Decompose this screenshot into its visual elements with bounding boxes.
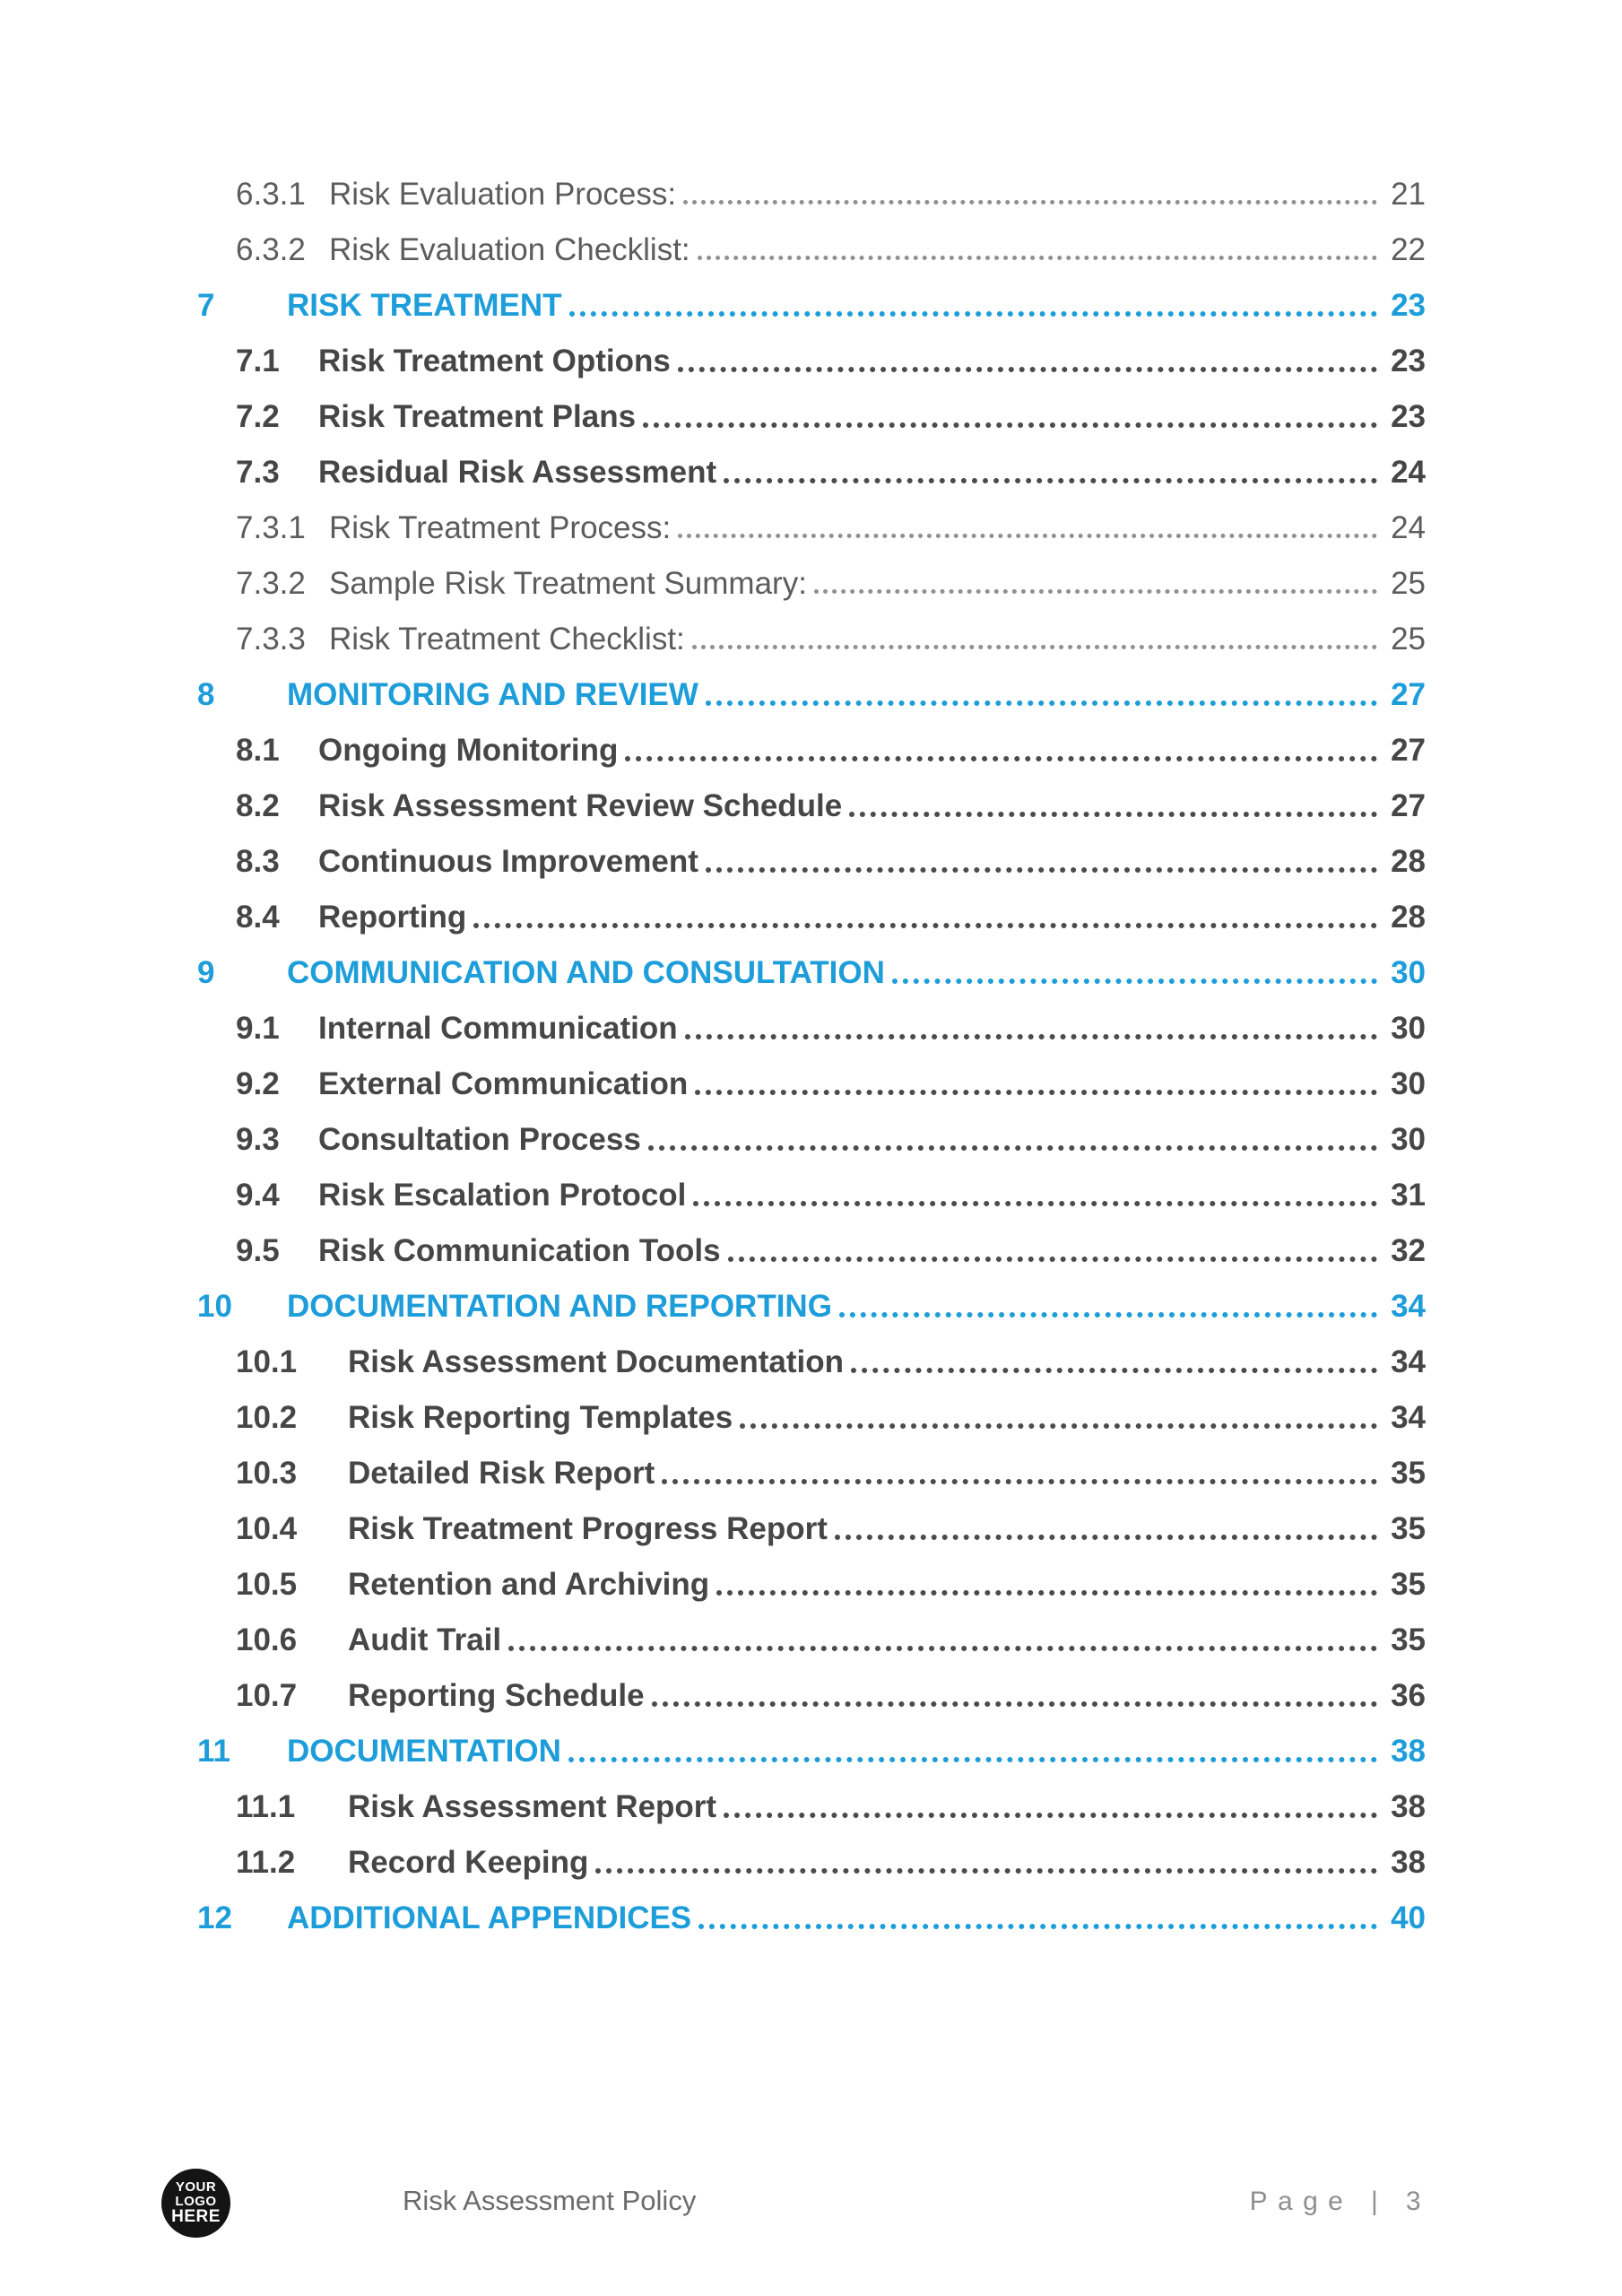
toc-entry[interactable] bbox=[0, 1279, 1622, 1335]
toc-entry-title: Sample Risk Treatment Summary: bbox=[329, 566, 807, 601]
toc-leader-dots bbox=[716, 1590, 1377, 1596]
toc-entry-page: 28 bbox=[1391, 844, 1426, 879]
toc-entry-title: Ongoing Monitoring bbox=[318, 733, 619, 768]
toc-entry-title: Risk Assessment Review Schedule bbox=[318, 788, 843, 823]
toc-entry-number: 7.3.2 bbox=[236, 566, 306, 601]
toc-leader-dots bbox=[683, 200, 1377, 204]
toc-entry-title: Risk Treatment Progress Report bbox=[348, 1511, 828, 1546]
toc-entry-page: 30 bbox=[1391, 1011, 1426, 1046]
toc-entry-number: 9 bbox=[197, 955, 215, 990]
toc-entry[interactable] bbox=[0, 1557, 1622, 1613]
toc-entry-page: 35 bbox=[1391, 1567, 1426, 1602]
toc-entry[interactable] bbox=[0, 222, 1622, 278]
toc-entry-title: Risk Reporting Templates bbox=[348, 1400, 733, 1435]
toc-entry[interactable] bbox=[0, 890, 1622, 945]
toc-entry-title: ADDITIONAL APPENDICES bbox=[287, 1900, 692, 1935]
toc-entry-number: 9.4 bbox=[236, 1178, 280, 1213]
toc-entry-title: External Communication bbox=[318, 1066, 689, 1101]
toc-entry[interactable] bbox=[0, 500, 1622, 556]
toc-leader-dots bbox=[835, 1535, 1377, 1540]
toc-entry-page: 25 bbox=[1391, 622, 1426, 657]
toc-entry-page: 40 bbox=[1391, 1900, 1426, 1935]
toc-entry-number: 7.1 bbox=[236, 344, 280, 378]
toc-entry-title: RISK TREATMENT bbox=[287, 288, 562, 323]
toc-entry-number: 8 bbox=[197, 677, 215, 712]
toc-leader-dots bbox=[724, 478, 1377, 483]
toc-entry[interactable] bbox=[0, 278, 1622, 334]
toc-entry-page: 27 bbox=[1391, 733, 1426, 768]
toc-entry-page: 25 bbox=[1391, 566, 1426, 601]
toc-entry-number: 9.1 bbox=[236, 1011, 280, 1046]
toc-entry-page: 23 bbox=[1391, 344, 1426, 378]
toc-entry[interactable] bbox=[0, 945, 1622, 1001]
toc-entry[interactable] bbox=[0, 1835, 1622, 1891]
toc-leader-dots bbox=[473, 923, 1377, 928]
toc-entry-title: Risk Escalation Protocol bbox=[318, 1178, 687, 1213]
toc-entry[interactable] bbox=[0, 1168, 1622, 1223]
toc-entry-title: Detailed Risk Report bbox=[348, 1456, 655, 1491]
table-of-contents bbox=[0, 167, 1622, 1946]
toc-entry-title: Risk Treatment Options bbox=[318, 344, 671, 378]
toc-entry-page: 23 bbox=[1391, 399, 1426, 434]
toc-entry-number: 8.2 bbox=[236, 788, 280, 823]
toc-leader-dots bbox=[678, 534, 1377, 538]
toc-entry-number: 8.3 bbox=[236, 844, 280, 879]
toc-leader-dots bbox=[648, 1145, 1377, 1151]
toc-entry-number: 11.2 bbox=[236, 1845, 296, 1880]
toc-entry[interactable] bbox=[0, 1446, 1622, 1501]
toc-entry-title: COMMUNICATION AND CONSULTATION bbox=[287, 955, 885, 990]
toc-leader-dots bbox=[693, 1201, 1377, 1206]
toc-entry-page: 35 bbox=[1391, 1511, 1426, 1546]
toc-entry-number: 10.7 bbox=[236, 1678, 298, 1713]
toc-entry-title: MONITORING AND REVIEW bbox=[287, 677, 698, 712]
footer-document-title: Risk Assessment Policy bbox=[403, 2185, 697, 2216]
toc-entry-title: Internal Communication bbox=[318, 1011, 678, 1046]
toc-entry-page: 27 bbox=[1391, 677, 1426, 712]
toc-leader-dots bbox=[706, 867, 1377, 873]
toc-entry-number: 6.3.2 bbox=[236, 232, 306, 267]
toc-entry-number: 9.5 bbox=[236, 1233, 280, 1268]
toc-entry-number: 11 bbox=[197, 1734, 230, 1769]
toc-entry-number: 10.6 bbox=[236, 1622, 298, 1657]
toc-entry-title: DOCUMENTATION AND REPORTING bbox=[287, 1289, 832, 1324]
toc-leader-dots bbox=[685, 1034, 1377, 1039]
toc-entry[interactable] bbox=[0, 1057, 1622, 1112]
toc-entry-title: Consultation Process bbox=[318, 1122, 641, 1157]
toc-entry-number: 7.2 bbox=[236, 399, 280, 434]
footer-logo bbox=[161, 2169, 230, 2238]
toc-entry-page: 23 bbox=[1391, 288, 1426, 323]
toc-entry-number: 7.3.1 bbox=[236, 510, 306, 545]
toc-entry-number: 10.3 bbox=[236, 1456, 298, 1491]
toc-entry-page: 21 bbox=[1391, 177, 1426, 212]
toc-entry-title: DOCUMENTATION bbox=[287, 1734, 561, 1769]
toc-leader-dots bbox=[508, 1646, 1377, 1651]
toc-entry-page: 38 bbox=[1391, 1789, 1426, 1824]
toc-entry[interactable] bbox=[0, 1779, 1622, 1835]
toc-entry[interactable] bbox=[0, 1724, 1622, 1779]
toc-leader-dots bbox=[728, 1257, 1377, 1262]
toc-leader-dots bbox=[724, 1813, 1377, 1818]
toc-entry[interactable] bbox=[0, 1390, 1622, 1446]
toc-entry[interactable] bbox=[0, 612, 1622, 667]
toc-entry-number: 11.1 bbox=[236, 1789, 296, 1824]
toc-entry-title: Risk Assessment Documentation bbox=[348, 1344, 845, 1379]
toc-entry-page: 36 bbox=[1391, 1678, 1426, 1713]
toc-entry[interactable] bbox=[0, 1112, 1622, 1168]
toc-entry-page: 35 bbox=[1391, 1622, 1426, 1657]
toc-entry-number: 7.3 bbox=[236, 455, 280, 490]
toc-entry[interactable] bbox=[0, 445, 1622, 500]
toc-entry-title: Residual Risk Assessment bbox=[318, 455, 717, 490]
toc-entry-page: 32 bbox=[1391, 1233, 1426, 1268]
toc-entry-title: Risk Evaluation Checklist: bbox=[329, 232, 690, 267]
toc-entry-title: Risk Assessment Report bbox=[348, 1789, 717, 1824]
toc-entry[interactable] bbox=[0, 389, 1622, 445]
logo-text-line: HERE bbox=[171, 2207, 221, 2227]
toc-entry-page: 38 bbox=[1391, 1734, 1426, 1769]
footer-page-number: Page | 3 bbox=[1249, 2187, 1431, 2216]
toc-leader-dots bbox=[740, 1423, 1377, 1429]
toc-entry-page: 34 bbox=[1391, 1289, 1426, 1324]
toc-leader-dots bbox=[662, 1479, 1377, 1484]
toc-entry-title: Risk Communication Tools bbox=[318, 1233, 721, 1268]
toc-entry-number: 9.2 bbox=[236, 1066, 280, 1101]
toc-entry[interactable] bbox=[0, 1501, 1622, 1557]
toc-entry-number: 10.1 bbox=[236, 1344, 298, 1379]
toc-entry-number: 8.1 bbox=[236, 733, 280, 768]
toc-entry-number: 6.3.1 bbox=[236, 177, 306, 212]
toc-entry-title: Record Keeping bbox=[348, 1845, 589, 1880]
toc-leader-dots bbox=[849, 812, 1377, 817]
toc-entry-page: 28 bbox=[1391, 900, 1426, 935]
toc-entry[interactable] bbox=[0, 1668, 1622, 1724]
toc-entry-page: 30 bbox=[1391, 1122, 1426, 1157]
toc-entry-page: 31 bbox=[1391, 1178, 1426, 1213]
toc-entry-number: 10.5 bbox=[236, 1567, 298, 1602]
toc-entry-number: 7.3.3 bbox=[236, 622, 306, 657]
toc-leader-dots bbox=[839, 1312, 1377, 1318]
toc-leader-dots bbox=[692, 645, 1377, 649]
toc-entry[interactable] bbox=[0, 1001, 1622, 1057]
toc-entry-title: Continuous Improvement bbox=[318, 844, 698, 879]
toc-entry-title: Risk Treatment Checklist: bbox=[329, 622, 685, 657]
toc-entry[interactable] bbox=[0, 1335, 1622, 1390]
toc-entry-title: Audit Trail bbox=[348, 1622, 502, 1657]
toc-entry-page: 34 bbox=[1391, 1400, 1426, 1435]
toc-leader-dots bbox=[851, 1368, 1377, 1373]
toc-entry-number: 9.3 bbox=[236, 1122, 280, 1157]
toc-entry[interactable] bbox=[0, 334, 1622, 389]
toc-entry-number: 10 bbox=[197, 1289, 232, 1324]
toc-entry[interactable] bbox=[0, 556, 1622, 612]
toc-entry-page: 30 bbox=[1391, 1066, 1426, 1101]
toc-leader-dots bbox=[568, 1757, 1377, 1762]
logo-text-line: LOGO bbox=[175, 2193, 217, 2209]
toc-entry-title: Risk Treatment Plans bbox=[318, 399, 637, 434]
toc-entry[interactable] bbox=[0, 723, 1622, 778]
toc-leader-dots bbox=[625, 756, 1377, 761]
toc-leader-dots bbox=[814, 589, 1377, 594]
toc-entry-page: 30 bbox=[1391, 955, 1426, 990]
toc-entry-page: 34 bbox=[1391, 1344, 1426, 1379]
toc-entry[interactable] bbox=[0, 1613, 1622, 1668]
toc-entry[interactable] bbox=[0, 1891, 1622, 1946]
toc-entry-title: Risk Evaluation Process: bbox=[329, 177, 677, 212]
toc-leader-dots bbox=[678, 367, 1377, 372]
toc-entry-number: 7 bbox=[197, 288, 215, 323]
logo-text-line: YOUR bbox=[175, 2179, 217, 2195]
toc-leader-dots bbox=[892, 978, 1377, 984]
toc-leader-dots bbox=[643, 422, 1377, 428]
toc-entry-number: 8.4 bbox=[236, 900, 280, 935]
toc-leader-dots bbox=[698, 256, 1377, 260]
toc-entry-title: Retention and Archiving bbox=[348, 1567, 710, 1602]
toc-entry[interactable] bbox=[0, 834, 1622, 890]
toc-leader-dots bbox=[695, 1090, 1377, 1095]
toc-leader-dots bbox=[569, 311, 1377, 317]
toc-leader-dots bbox=[706, 700, 1377, 706]
toc-entry[interactable] bbox=[0, 667, 1622, 723]
toc-entry[interactable] bbox=[0, 1223, 1622, 1279]
toc-entry[interactable] bbox=[0, 167, 1622, 222]
toc-entry-page: 35 bbox=[1391, 1456, 1426, 1491]
toc-entry-page: 38 bbox=[1391, 1845, 1426, 1880]
toc-entry-number: 10.4 bbox=[236, 1511, 298, 1546]
toc-entry-number: 10.2 bbox=[236, 1400, 298, 1435]
toc-entry-page: 27 bbox=[1391, 788, 1426, 823]
toc-leader-dots bbox=[652, 1701, 1377, 1707]
toc-entry-page: 24 bbox=[1391, 455, 1426, 490]
toc-entry-page: 24 bbox=[1391, 510, 1426, 545]
toc-leader-dots bbox=[698, 1924, 1377, 1929]
toc-entry-title: Reporting Schedule bbox=[348, 1678, 645, 1713]
toc-entry[interactable] bbox=[0, 778, 1622, 834]
toc-entry-number: 12 bbox=[197, 1900, 232, 1935]
toc-leader-dots bbox=[595, 1868, 1377, 1874]
toc-entry-page: 22 bbox=[1391, 232, 1426, 267]
toc-entry-title: Reporting bbox=[318, 900, 467, 935]
toc-entry-title: Risk Treatment Process: bbox=[329, 510, 672, 545]
